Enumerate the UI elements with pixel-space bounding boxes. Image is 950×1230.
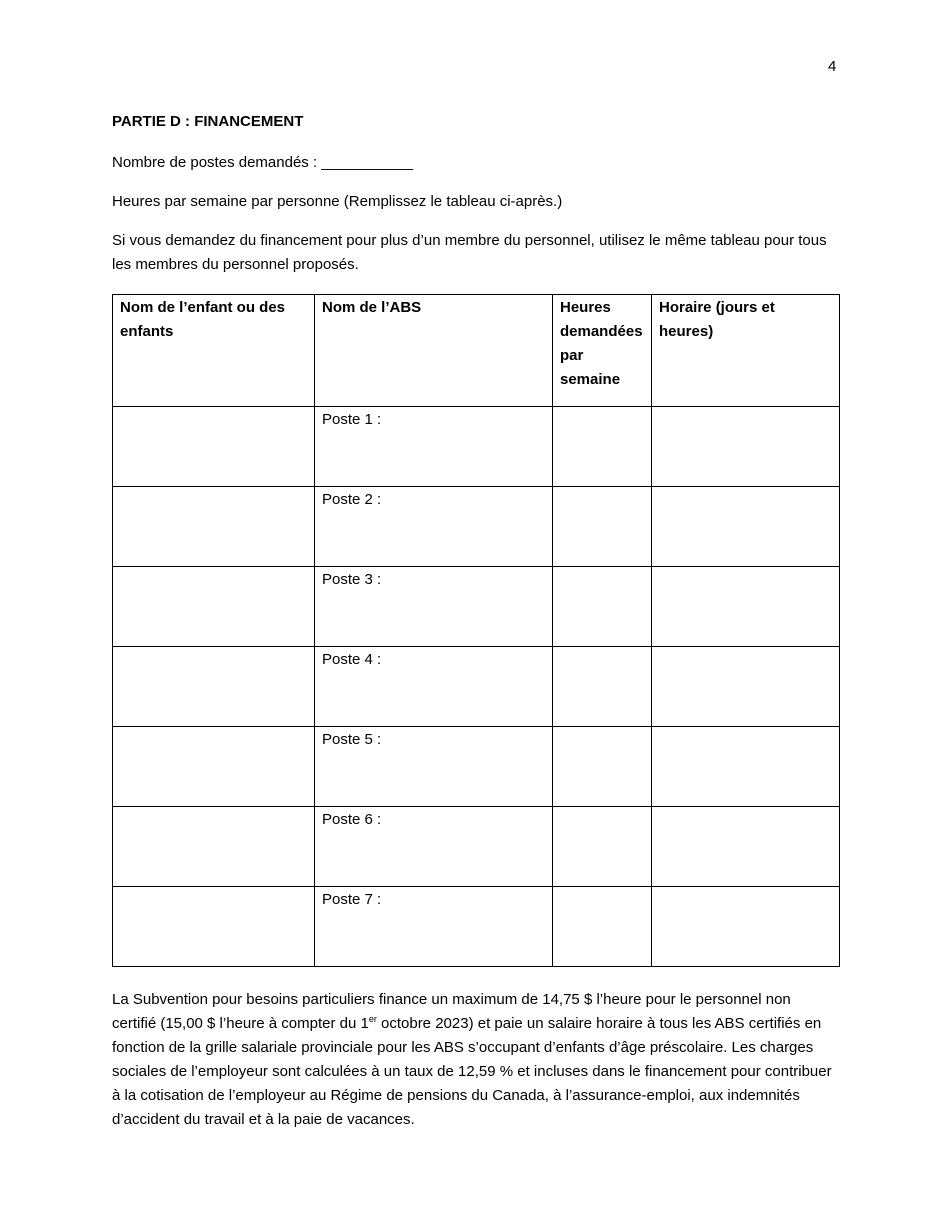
child-name-cell[interactable] bbox=[113, 887, 315, 967]
child-name-cell[interactable] bbox=[113, 727, 315, 807]
hours-cell[interactable] bbox=[553, 567, 652, 647]
schedule-cell[interactable] bbox=[652, 727, 840, 807]
header-child-name: Nom de l’enfant ou des enfants bbox=[113, 295, 315, 407]
schedule-cell[interactable] bbox=[652, 647, 840, 727]
hours-cell[interactable] bbox=[553, 407, 652, 487]
table-row bbox=[113, 567, 840, 647]
funding-table bbox=[112, 294, 840, 967]
hours-cell[interactable] bbox=[553, 487, 652, 567]
header-hours-requested: Heures demandées par semaine bbox=[553, 295, 652, 407]
schedule-cell[interactable] bbox=[652, 407, 840, 487]
schedule-cell[interactable] bbox=[652, 807, 840, 887]
abs-name-cell[interactable]: Poste 2 : bbox=[315, 487, 553, 567]
page-number: 4 bbox=[828, 58, 837, 75]
table-row bbox=[113, 727, 840, 807]
abs-name-cell[interactable]: Poste 5 : bbox=[315, 727, 553, 807]
schedule-cell[interactable] bbox=[652, 567, 840, 647]
hours-cell[interactable] bbox=[553, 807, 652, 887]
schedule-cell[interactable] bbox=[652, 487, 840, 567]
hours-cell[interactable] bbox=[553, 727, 652, 807]
header-schedule: Horaire (jours et heures) bbox=[652, 295, 840, 407]
funding-note-part1: La Subvention pour besoins particuliers finance un maximum de 14,75 $ l’heure pour le personnel non certifié (15,00 $ l’heure à compter du 1 bbox=[112, 991, 791, 1032]
hours-per-week-instruction: Heures par semaine par personne (Remplissez le tableau ci-après.) bbox=[112, 193, 563, 210]
funding-note-part2: octobre 2023) et paie un salaire horaire à tous les ABS certifiés en fonction de la grille salariale provinciale pour les ABS s’occupant d’enfants d’âge préscolaire. Les charges sociales de l’employeur sont calculées à un taux de 12,59 % et incluses dans le financement pour contribuer à la cotisation de l’employeur au Régime de pensions du Canada, à l’assurance-emploi, aux indemnités d’accident du travail et à la paie de vacances. bbox=[112, 1015, 832, 1128]
schedule-cell[interactable] bbox=[652, 887, 840, 967]
funding-note bbox=[112, 988, 839, 1132]
hours-cell[interactable] bbox=[553, 647, 652, 727]
header-abs-name: Nom de l’ABS bbox=[315, 295, 553, 407]
multiple-staff-instruction: Si vous demandez du financement pour plus d’un membre du personnel, utilisez le même tableau pour tous les membres du personnel proposés. bbox=[112, 232, 827, 273]
table-row bbox=[113, 807, 840, 887]
funding-note-superscript: er bbox=[368, 1014, 377, 1024]
table-row bbox=[113, 887, 840, 967]
positions-requested-field: Nombre de postes demandés : ___________ bbox=[112, 154, 414, 171]
abs-name-cell[interactable]: Poste 3 : bbox=[315, 567, 553, 647]
child-name-cell[interactable] bbox=[113, 647, 315, 727]
section-title: PARTIE D : FINANCEMENT bbox=[112, 113, 304, 130]
abs-name-cell[interactable]: Poste 7 : bbox=[315, 887, 553, 967]
child-name-cell[interactable] bbox=[113, 807, 315, 887]
table-header-row bbox=[113, 295, 840, 407]
child-name-cell[interactable] bbox=[113, 487, 315, 567]
abs-name-cell[interactable]: Poste 1 : bbox=[315, 407, 553, 487]
child-name-cell[interactable] bbox=[113, 567, 315, 647]
hours-cell[interactable] bbox=[553, 887, 652, 967]
table-row bbox=[113, 407, 840, 487]
abs-name-cell[interactable]: Poste 6 : bbox=[315, 807, 553, 887]
table-row bbox=[113, 647, 840, 727]
abs-name-cell[interactable]: Poste 4 : bbox=[315, 647, 553, 727]
child-name-cell[interactable] bbox=[113, 407, 315, 487]
table-row bbox=[113, 487, 840, 567]
